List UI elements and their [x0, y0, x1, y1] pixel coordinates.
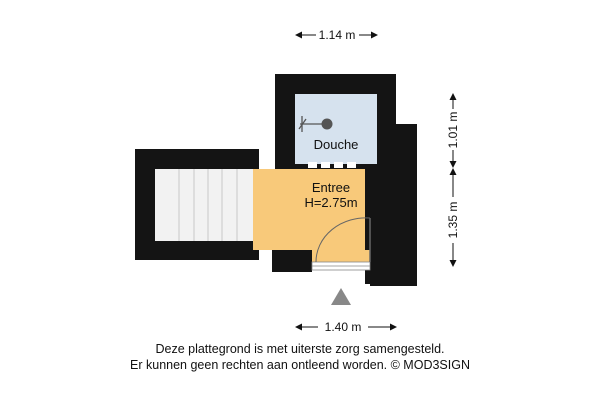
entree-height-label: H=2.75m: [304, 195, 358, 210]
dim-right-lower-label: 1.35 m: [446, 201, 460, 239]
dim-bottom-label: 1.40 m: [324, 320, 362, 334]
dim-top-label: 1.14 m: [318, 28, 356, 42]
entree-label: Entree: [311, 180, 351, 195]
entree-lower: [312, 250, 370, 262]
disclaimer-line-1: Deze plattegrond is met uiterste zorg samengesteld.: [155, 342, 445, 356]
stairs: [155, 169, 253, 241]
douche-label: Douche: [313, 137, 359, 152]
lower-right-wall: [370, 240, 417, 286]
douche-room: [295, 94, 377, 164]
dim-right-upper-label: 1.01 m: [446, 111, 460, 149]
disclaimer-line-2: Er kunnen geen rechten aan ontleend worden. © MOD3SIGN: [130, 358, 470, 372]
entrance-triangle-icon: [331, 288, 351, 305]
